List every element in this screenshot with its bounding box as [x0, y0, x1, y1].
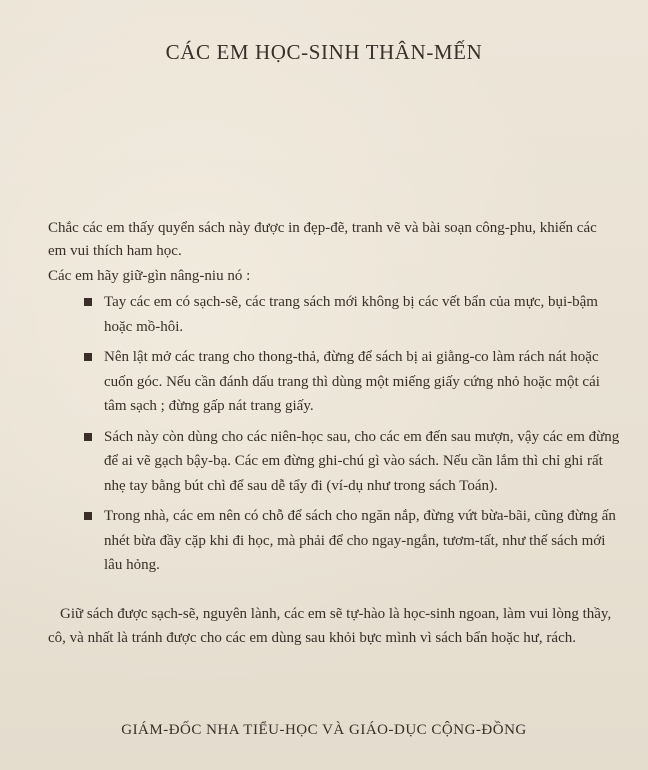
list-item-text: Trong nhà, các em nên có chỗ để sách cho ngăn nắp, đừng vứt bừa-bãi, cũng đừng ấn nhét bừa đầy cặp khi đi học, mà phải để cho ngay-ngắn, tươm-tất, như thế sách mới lâu hỏng. [104, 508, 616, 573]
intro-paragraph: Chắc các em thấy quyển sách này được in đẹp-đẽ, tranh vẽ và bài soạn công-phu, khiến các em vui thích ham học. [48, 220, 597, 259]
signature-line: GIÁM-ĐỐC NHA TIỂU-HỌC VÀ GIÁO-DỤC CỘNG-ĐỒNG [121, 722, 527, 738]
list-item-text: Nên lật mở các trang cho thong-thả, đừng để sách bị ai giằng-co làm rách nát hoặc cuốn góc. Nếu cần đánh dấu trang thì dùng một miếng giấy cứng nhỏ hoặc một cái tâm sạch ; đừng gấp nát trang giấy. [104, 349, 600, 414]
lead-line: Các em hãy giữ-gìn nâng-niu nó : [48, 268, 251, 284]
page-title: CÁC EM HỌC-SINH THÂN-MẾN [165, 40, 483, 64]
list-item [82, 345, 622, 419]
square-bullet-icon [84, 298, 92, 306]
advice-list [82, 290, 622, 584]
square-bullet-icon [84, 433, 92, 441]
list-item [82, 425, 622, 499]
list-item-text: Sách này còn dùng cho các niên-học sau, cho các em đến sau mượn, vậy các em đừng để ai vẽ gạch bậy-bạ. Các em đừng ghi-chú gì vào sách. Nếu cần lắm thì chỉ ghi rất nhẹ tay bằng bút chì để sau dễ tẩy đi (ví-dụ như trong sách Toán). [104, 428, 620, 494]
closing-text: Giữ sách được sạch-sẽ, nguyên lành, các em sẽ tự-hào là học-sinh ngoan, làm vui lòng thầy, cô, và nhất là tránh được cho các em dùng sau khỏi bực mình vì sách bẩn hoặc hư, rách. [48, 606, 612, 646]
list-item [82, 504, 622, 578]
list-item [82, 290, 622, 339]
square-bullet-icon [84, 353, 92, 361]
list-item-text: Tay các em có sạch-sẽ, các trang sách mới không bị các vết bẩn của mực, bụi-bậm hoặc mồ-hôi. [104, 294, 598, 335]
closing-paragraph [48, 603, 624, 650]
square-bullet-icon [84, 512, 92, 520]
